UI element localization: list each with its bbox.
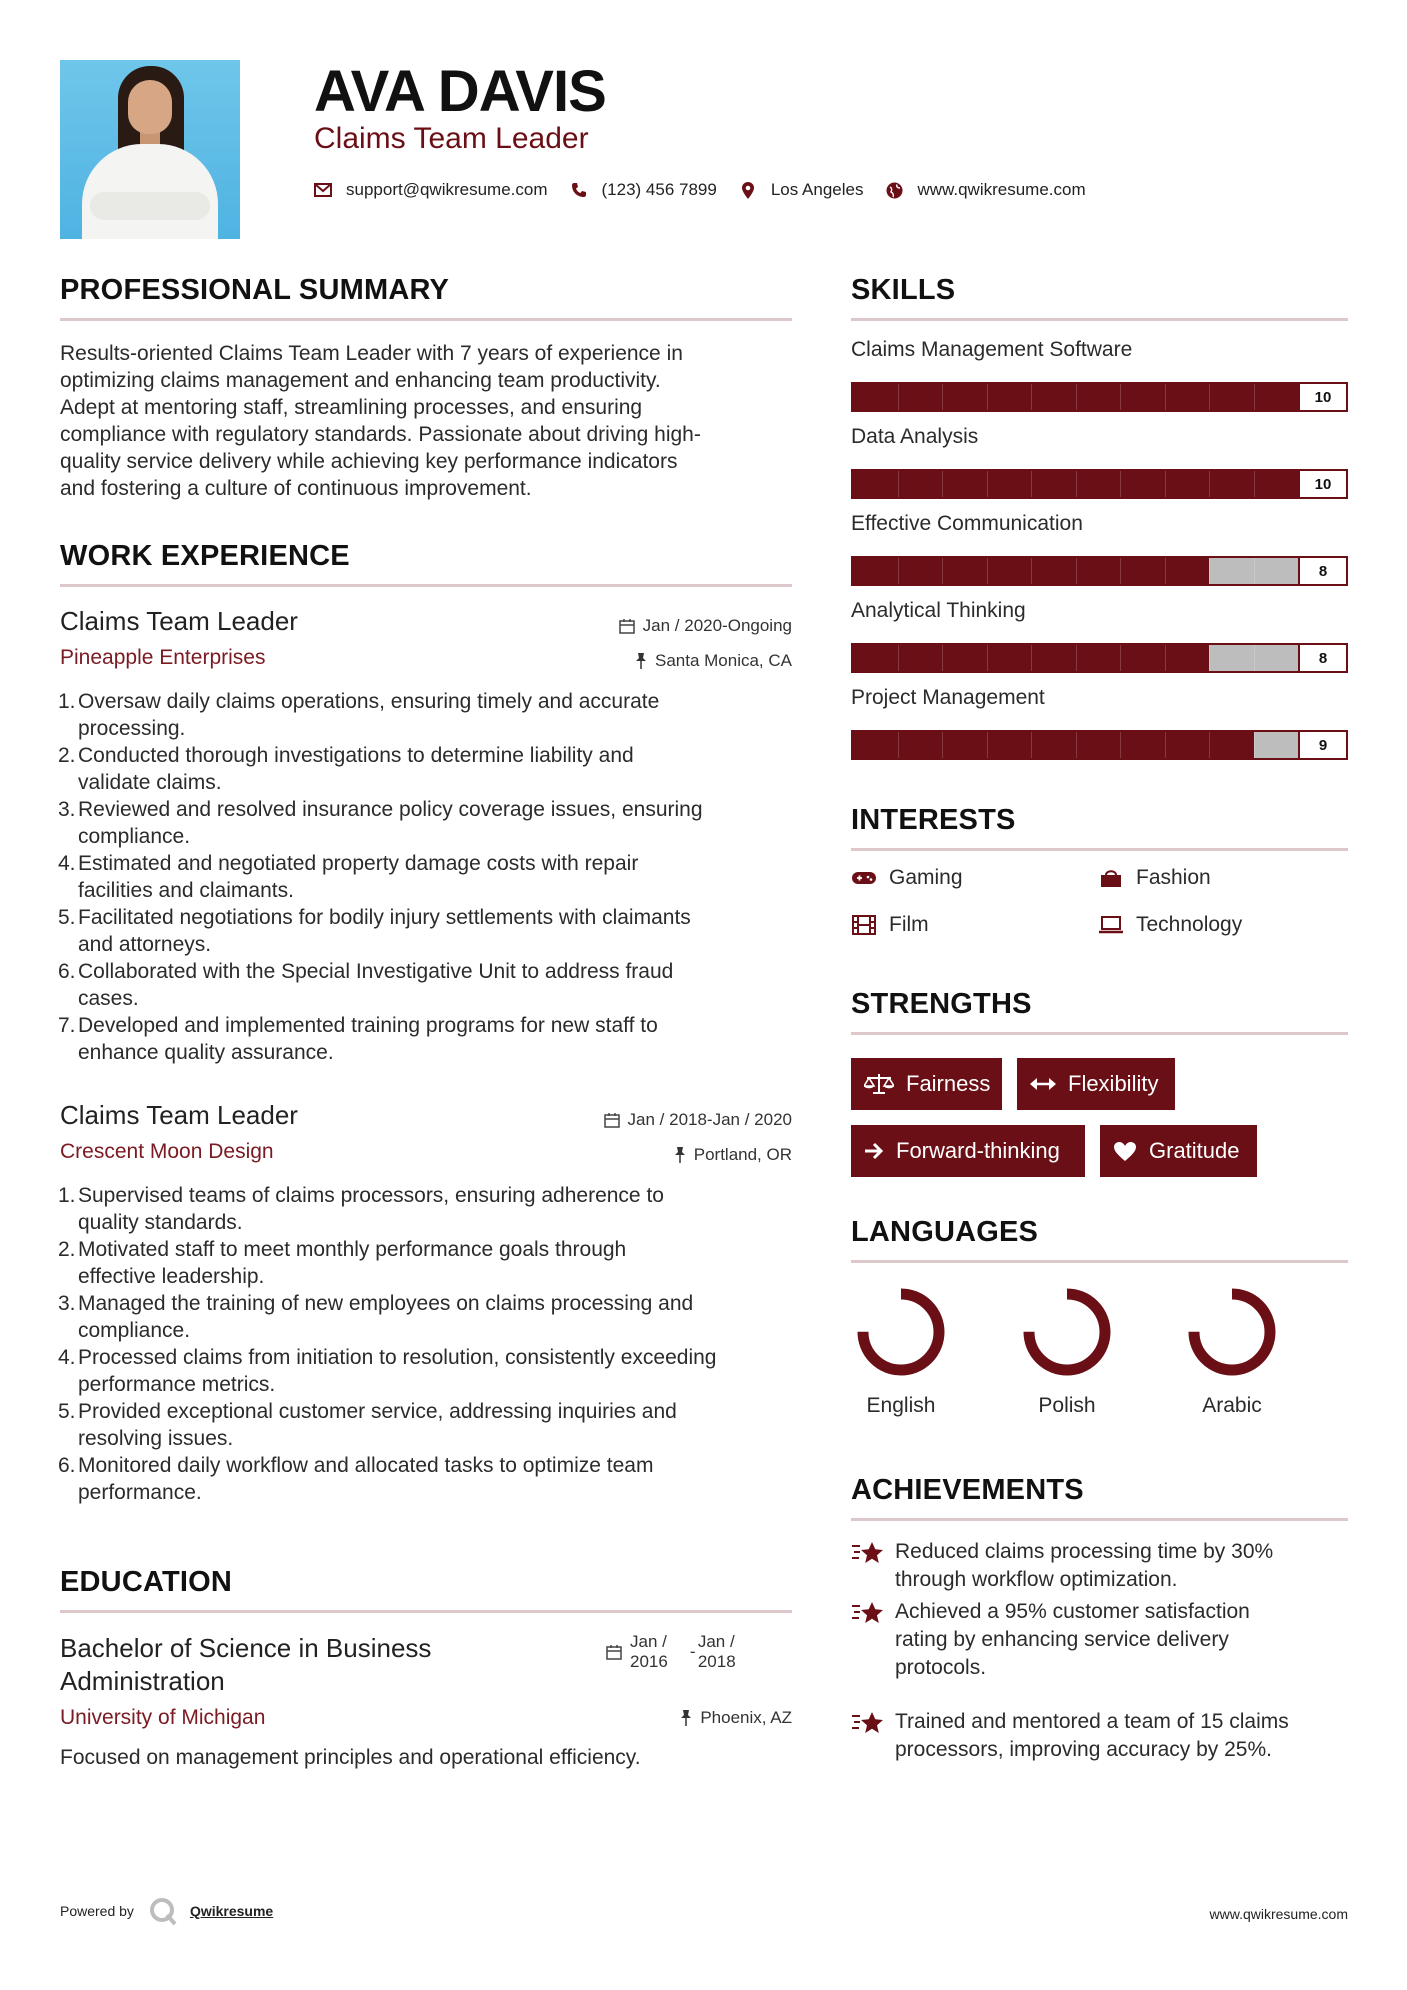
star-icon: [851, 1708, 887, 1764]
duty-item: 5. Facilitated negotiations for bodily injury settlements with claimants and attorneys.: [58, 906, 691, 956]
interests-divider: [851, 848, 1348, 851]
strength-label: Fairness: [906, 1071, 991, 1096]
summary-text: [60, 340, 792, 502]
strength-label: Forward-thinking: [896, 1138, 1060, 1163]
balance-scale-icon: [864, 1073, 894, 1095]
skill-score: 10: [1298, 384, 1346, 410]
language-level-arc: [1029, 1294, 1105, 1370]
contact-phone[interactable]: [570, 180, 717, 200]
skill-bar: [851, 469, 1348, 499]
contact-bar: [314, 178, 1108, 202]
pushpin-icon: [680, 1710, 692, 1726]
company-name: Crescent Moon Design: [60, 1140, 274, 1163]
company-name: Pineapple Enterprises: [60, 646, 266, 669]
strengths-divider: [851, 1032, 1348, 1035]
job-dates: [470, 616, 792, 636]
contact-location: [739, 180, 864, 200]
language-item: [1007, 1286, 1127, 1418]
skill-name: Claims Management Software: [851, 338, 1133, 361]
duty-item: 3. Managed the training of new employees on claims processing and compliance.: [58, 1292, 694, 1342]
languages-heading: LANGUAGES: [851, 1216, 1039, 1248]
skill-score: 10: [1298, 471, 1346, 497]
summary-line: Results-oriented Claims Team Leader with 7 years of experience in: [60, 342, 683, 365]
skill-score: 8: [1298, 558, 1346, 584]
gamepad-icon: [851, 867, 877, 889]
interest-film: [851, 913, 929, 937]
calendar-icon: [619, 618, 635, 634]
arrows-horizontal-icon: [1030, 1077, 1056, 1091]
strength-flexibility: [1017, 1058, 1175, 1110]
duty-item: 4. Processed claims from initiation to resolution, consistently exceeding performance metrics.: [58, 1346, 717, 1396]
interest-technology: [1098, 913, 1242, 937]
phone-icon: [570, 181, 588, 199]
job-location-text: Santa Monica, CA: [654, 651, 792, 670]
job-title: Claims Team Leader: [60, 1100, 298, 1130]
job-duties: [60, 688, 800, 1066]
qwikresume-logo-icon: [148, 1896, 178, 1926]
footer-website[interactable]: www.qwikresume.com: [1209, 1906, 1348, 1922]
location-text: Los Angeles: [770, 180, 864, 199]
edu-end-year: 2018: [697, 1652, 736, 1671]
achievement-item: [851, 1708, 1348, 1764]
interest-gaming: [851, 866, 963, 890]
edu-end-month: Jan /: [697, 1632, 735, 1651]
education-divider: [60, 1610, 792, 1613]
achievement-line: Reduced claims processing time by 30%: [895, 1540, 1274, 1563]
interest-label: Technology: [1136, 913, 1243, 936]
skill-score: 8: [1298, 645, 1346, 671]
language-item: [1172, 1286, 1292, 1418]
interest-fashion: [1098, 866, 1211, 890]
language-level-arc: [863, 1294, 939, 1370]
experience-heading: WORK EXPERIENCE: [60, 540, 350, 572]
language-level-ring: [1021, 1286, 1113, 1378]
summary-line: quality service delivery while achieving key performance indicators: [60, 450, 678, 473]
job-location: [470, 1145, 792, 1165]
job-location: [470, 651, 792, 671]
job-dates-text: Jan / 2018-Jan / 2020: [627, 1110, 792, 1129]
skill-score: 9: [1298, 732, 1346, 758]
achievement-line: rating by enhancing service delivery: [895, 1628, 1229, 1651]
summary-line: optimizing claims management and enhancing team productivity.: [60, 369, 661, 392]
strength-label: Gratitude: [1149, 1138, 1240, 1163]
education-heading: EDUCATION: [60, 1566, 233, 1598]
calendar-icon: [606, 1644, 622, 1672]
contact-website[interactable]: [885, 180, 1085, 200]
summary-line: compliance with regulatory standards. Passionate about driving high-: [60, 423, 701, 446]
skills-heading: SKILLS: [851, 274, 956, 306]
job-title: Claims Team Leader: [60, 606, 298, 636]
degree-line: Bachelor of Science in Business: [60, 1633, 432, 1663]
strength-fairness: [851, 1058, 1002, 1110]
strengths-heading: STRENGTHS: [851, 988, 1032, 1020]
duty-item: 1. Supervised teams of claims processors, ensuring adherence to quality standards.: [58, 1184, 664, 1234]
achievement-line: through workflow optimization.: [895, 1568, 1178, 1591]
duty-item: 4. Estimated and negotiated property damage costs with repair facilities and claimants.: [58, 852, 639, 902]
achievement-line: processors, improving accuracy by 25%.: [895, 1738, 1272, 1761]
skill-bar: [851, 643, 1348, 673]
phone-text: (123) 456 7899: [601, 180, 717, 199]
language-name: Arabic: [1202, 1394, 1262, 1417]
achievement-line: protocols.: [895, 1656, 987, 1679]
email-text: support@qwikresume.com: [346, 180, 548, 199]
skill-name: Effective Communication: [851, 512, 1083, 535]
skill-bar: [851, 556, 1348, 586]
duty-item: 6. Collaborated with the Special Investigative Unit to address fraud cases.: [58, 960, 674, 1010]
summary-heading: PROFESSIONAL SUMMARY: [60, 274, 450, 306]
film-icon: [851, 914, 877, 936]
summary-divider: [60, 318, 792, 321]
job-dates-text: Jan / 2020-Ongoing: [642, 616, 792, 635]
summary-line: and fostering a culture of continuous improvement.: [60, 477, 532, 500]
achievement-item: [851, 1538, 1348, 1594]
job-location-text: Portland, OR: [693, 1145, 792, 1164]
interest-label: Gaming: [889, 866, 963, 889]
language-level-ring: [1186, 1286, 1278, 1378]
strength-label: Flexibility: [1068, 1071, 1159, 1096]
laptop-icon: [1098, 914, 1124, 936]
job-dates: [470, 1110, 792, 1130]
shopping-bag-icon: [1098, 867, 1124, 889]
pushpin-icon: [635, 653, 647, 669]
language-level-ring: [855, 1286, 947, 1378]
skill-name: Data Analysis: [851, 425, 979, 448]
languages-divider: [851, 1260, 1348, 1263]
achievement-line: Trained and mentored a team of 15 claims: [895, 1710, 1289, 1733]
education-dates: [606, 1632, 736, 1672]
language-name: Polish: [1038, 1394, 1096, 1417]
skill-name: Analytical Thinking: [851, 599, 1026, 622]
heart-icon: [1113, 1141, 1137, 1162]
summary-line: Adept at mentoring staff, streamlining processes, and ensuring: [60, 396, 643, 419]
map-pin-icon: [739, 181, 757, 199]
duty-item: 6. Monitored daily workflow and allocated tasks to optimize team performance.: [58, 1454, 654, 1504]
education-location: [470, 1708, 792, 1728]
candidate-name: AVA DAVIS: [314, 59, 606, 124]
skill-bar: [851, 730, 1348, 760]
achievement-item: [851, 1598, 1348, 1682]
star-icon: [851, 1538, 887, 1594]
globe-icon: [885, 181, 903, 199]
skills-divider: [851, 318, 1348, 321]
school-name: University of Michigan: [60, 1706, 266, 1729]
job-duties: [60, 1182, 800, 1506]
footer-powered-by: [60, 1896, 273, 1926]
language-level-arc: [1194, 1294, 1270, 1370]
language-item: [841, 1286, 961, 1418]
powered-by-text: Powered by: [60, 1903, 134, 1919]
interests-heading: INTERESTS: [851, 804, 1016, 836]
profile-photo: [60, 60, 240, 239]
strength-forward-thinking: [851, 1125, 1085, 1177]
skill-bar-fill: [853, 732, 1254, 758]
education-location-text: Phoenix, AZ: [700, 1708, 792, 1727]
duty-item: 7. Developed and implemented training programs for new staff to enhance quality assurance.: [58, 1014, 658, 1064]
contact-email[interactable]: [314, 180, 548, 200]
duty-item: 1. Oversaw daily claims operations, ensuring timely and accurate processing.: [58, 690, 660, 740]
edu-dash: -: [689, 1642, 696, 1661]
strength-gratitude: [1100, 1125, 1257, 1177]
interest-label: Film: [889, 913, 929, 936]
achievement-line: Achieved a 95% customer satisfaction: [895, 1600, 1250, 1623]
experience-divider: [60, 584, 792, 587]
education-description: Focused on management principles and operational efficiency.: [60, 1746, 641, 1769]
pushpin-icon: [674, 1147, 686, 1163]
skill-name: Project Management: [851, 686, 1045, 709]
duty-item: 5. Provided exceptional customer service, addressing inquiries and resolving issues.: [58, 1400, 677, 1450]
envelope-icon: [314, 181, 332, 199]
interest-label: Fashion: [1136, 866, 1211, 889]
arrow-right-icon: [864, 1142, 884, 1160]
achievements-heading: ACHIEVEMENTS: [851, 1474, 1084, 1506]
brand-link[interactable]: Qwikresume: [189, 1903, 274, 1919]
website-text: www.qwikresume.com: [917, 180, 1086, 199]
degree-title: [60, 1632, 431, 1698]
degree-line: Administration: [60, 1666, 225, 1696]
skill-bar: [851, 382, 1348, 412]
language-name: English: [866, 1394, 936, 1417]
duty-item: 3. Reviewed and resolved insurance policy coverage issues, ensuring compliance.: [58, 798, 703, 848]
duty-item: 2. Conducted thorough investigations to determine liability and validate claims.: [58, 744, 634, 794]
star-icon: [851, 1598, 887, 1682]
achievements-divider: [851, 1518, 1348, 1521]
calendar-icon: [604, 1112, 620, 1128]
edu-start-year: 2016: [630, 1652, 668, 1671]
candidate-role: Claims Team Leader: [314, 122, 589, 155]
duty-item: 2. Motivated staff to meet monthly performance goals through effective leadership.: [58, 1238, 627, 1288]
edu-start-month: Jan /: [630, 1632, 667, 1651]
